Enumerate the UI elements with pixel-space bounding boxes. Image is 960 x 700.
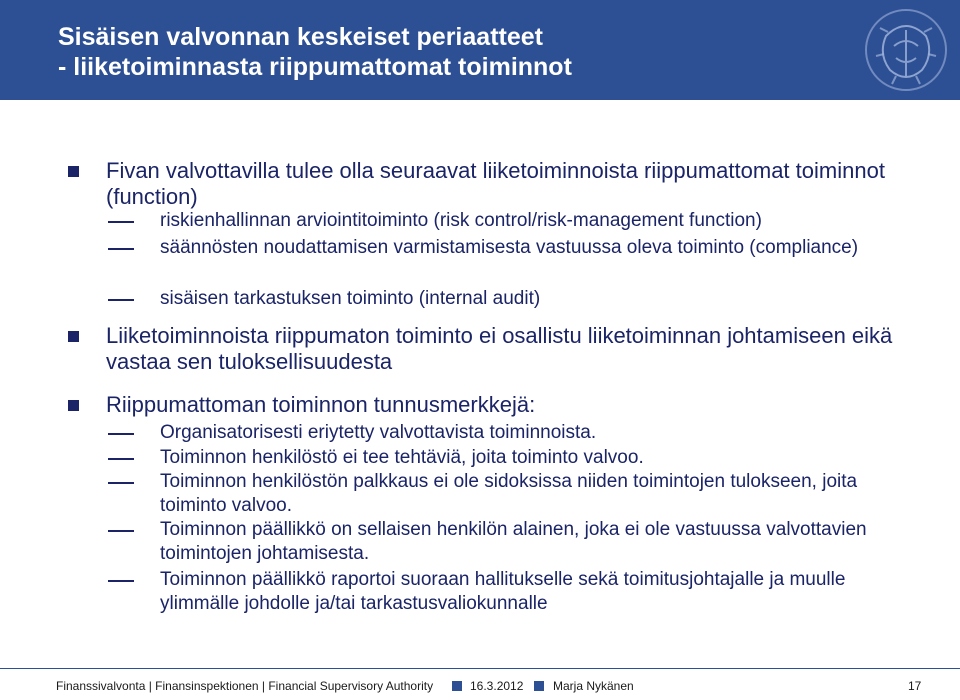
dash-icon (108, 482, 134, 484)
sub-item-text: sisäisen tarkastuksen toiminto (internal audit) (160, 288, 541, 309)
dash-icon (108, 433, 134, 435)
dash-icon (108, 248, 134, 250)
page-number: 17 (908, 679, 922, 693)
dash-icon (108, 530, 134, 532)
footer-square-icon (452, 681, 462, 691)
title-line-2: - liiketoiminnasta riippumattomat toiminnot (58, 53, 572, 81)
bullet-text: Riippumattoman toiminnon tunnusmerkkejä: (106, 392, 536, 417)
dash-icon (108, 458, 134, 460)
bullet-text: Liiketoiminnoista riippumaton toiminto ei osallistu liiketoiminnan johtamiseen eikä vastaa sen tuloksellisuudesta (106, 323, 893, 374)
footer-organization: Finanssivalvonta | Finansinspektionen | Financial Supervisory Authority (56, 679, 434, 693)
dash-icon (108, 299, 134, 301)
sub-item-text: Toiminnon päällikkö on sellaisen henkilön alainen, joka ei ole vastuussa valvottavien toimintojen johtamisesta. (160, 519, 867, 564)
dash-icon (108, 580, 134, 582)
sub-item-text: Toiminnon henkilöstö ei tee tehtäviä, joita toiminto valvoo. (160, 447, 644, 468)
bullet-square-icon (68, 166, 79, 177)
sub-item-text: säännösten noudattamisen varmistamisesta vastuussa oleva toiminto (compliance) (160, 237, 859, 258)
bullet-square-icon (68, 400, 79, 411)
dash-icon (108, 221, 134, 223)
title-line-1: Sisäisen valvonnan keskeiset periaatteet (58, 23, 543, 51)
sub-item-text: Toiminnon henkilöstön palkkaus ei ole sidoksissa niiden toimintojen tulokseen, joita toiminto valvoo. (160, 471, 858, 516)
footer-date: 16.3.2012 (470, 679, 524, 693)
footer-square-icon (534, 681, 544, 691)
bullet-square-icon (68, 331, 79, 342)
sub-item-text: riskienhallinnan arviointitoiminto (risk control/risk-management function) (160, 210, 762, 231)
bullet-text: Fivan valvottavilla tulee olla seuraavat liiketoiminnoista riippumattomat toiminnot (function) (106, 158, 885, 209)
footer-bar (0, 668, 960, 700)
sub-item-text: Organisatorisesti eriytetty valvottavista toiminnoista. (160, 422, 597, 443)
sub-item-text: Toiminnon päällikkö raportoi suoraan hallitukselle sekä toimitusjohtajalle ja muulle ylimmälle johdolle ja/tai tarkastusvaliokunnalle (160, 569, 846, 614)
footer-author: Marja Nykänen (553, 679, 634, 693)
